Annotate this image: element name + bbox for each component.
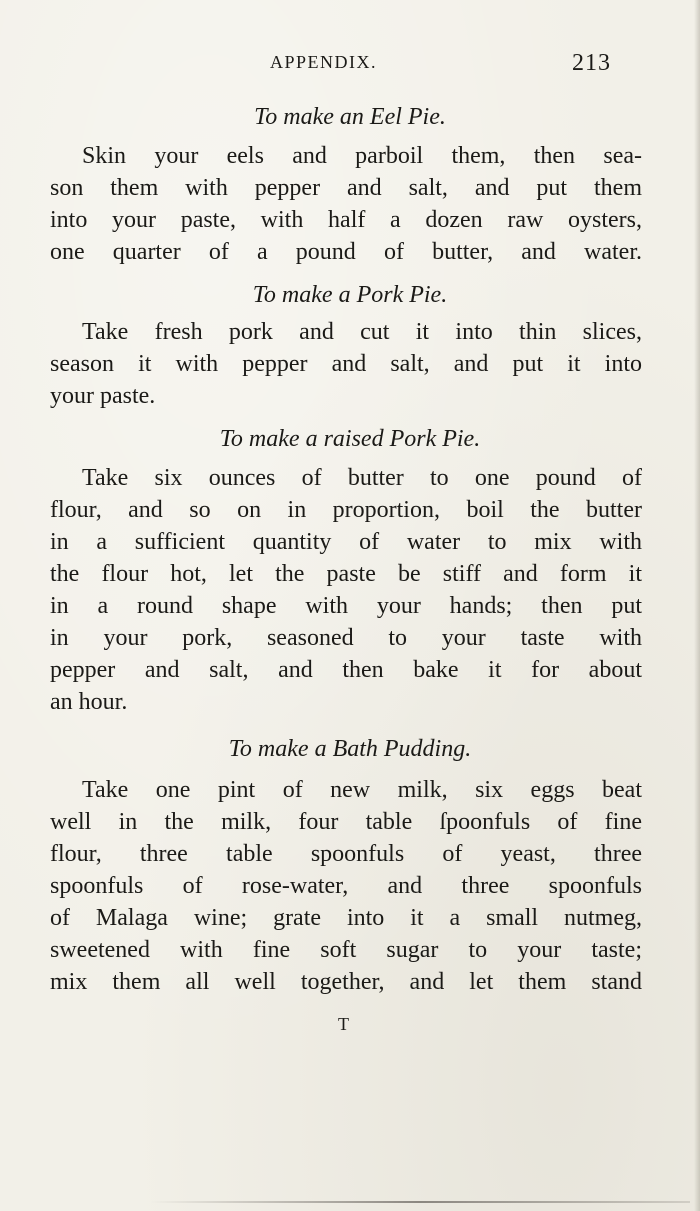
page-content — [50, 100, 642, 998]
text-line: mix them all well together, and let them stand — [50, 969, 642, 995]
text-line: son them with pepper and salt, and put them — [50, 175, 642, 201]
recipe-title: To make an Eel Pie. — [254, 104, 446, 130]
text-line: well in the milk, four table ſpoonfuls of fine — [50, 809, 642, 835]
page-edge-right — [694, 0, 700, 1211]
text-line: flour, three table spoonfuls of yeast, three — [50, 841, 642, 867]
recipe-bath-pudding — [50, 732, 642, 998]
recipe-body — [50, 462, 642, 718]
text-line: Take one pint of new milk, six eggs beat — [82, 777, 642, 803]
text-line: in a sufficient quantity of water to mix with — [50, 529, 642, 555]
page-number: 213 — [572, 50, 611, 76]
text-line: Skin your eels and parboil them, then sea- — [82, 143, 642, 169]
text-line: the flour hot, let the paste be stiff and form it — [50, 561, 642, 587]
signature-mark: T — [338, 1014, 349, 1034]
recipe-title: To make a Pork Pie. — [252, 282, 448, 308]
page-header — [0, 52, 700, 84]
text-line: of Malaga wine; grate into it a small nutmeg, — [50, 905, 642, 931]
page-edge-bottom — [150, 1201, 690, 1203]
recipe-eel-pie — [50, 100, 642, 268]
text-line: an hour. — [50, 689, 128, 715]
text-line: into your paste, with half a dozen raw oysters, — [50, 207, 642, 233]
running-head: APPENDIX. — [270, 52, 378, 72]
text-line: Take fresh pork and cut it into thin slices, — [82, 319, 642, 345]
text-line: one quarter of a pound of butter, and water. — [50, 239, 642, 265]
recipe-body — [50, 316, 642, 412]
recipe-title: To make a raised Pork Pie. — [219, 426, 481, 452]
recipe-pork-pie — [50, 278, 642, 412]
text-line: in your pork, seasoned to your taste with — [50, 625, 642, 651]
text-line: flour, and so on in proportion, boil the butter — [50, 497, 642, 523]
recipe-raised-pork-pie — [50, 422, 642, 718]
text-line: spoonfuls of rose-water, and three spoonfuls — [50, 873, 642, 899]
text-line: sweetened with fine soft sugar to your taste; — [50, 937, 642, 963]
recipe-body — [50, 140, 642, 268]
text-line: your paste. — [50, 383, 156, 409]
recipe-body — [50, 774, 642, 998]
text-line: Take six ounces of butter to one pound of — [82, 465, 642, 491]
text-line: pepper and salt, and then bake it for about — [50, 657, 642, 683]
text-line: in a round shape with your hands; then put — [50, 593, 642, 619]
recipe-title: To make a Bath Pudding. — [228, 736, 472, 762]
text-line: season it with pepper and salt, and put it into — [50, 351, 642, 377]
